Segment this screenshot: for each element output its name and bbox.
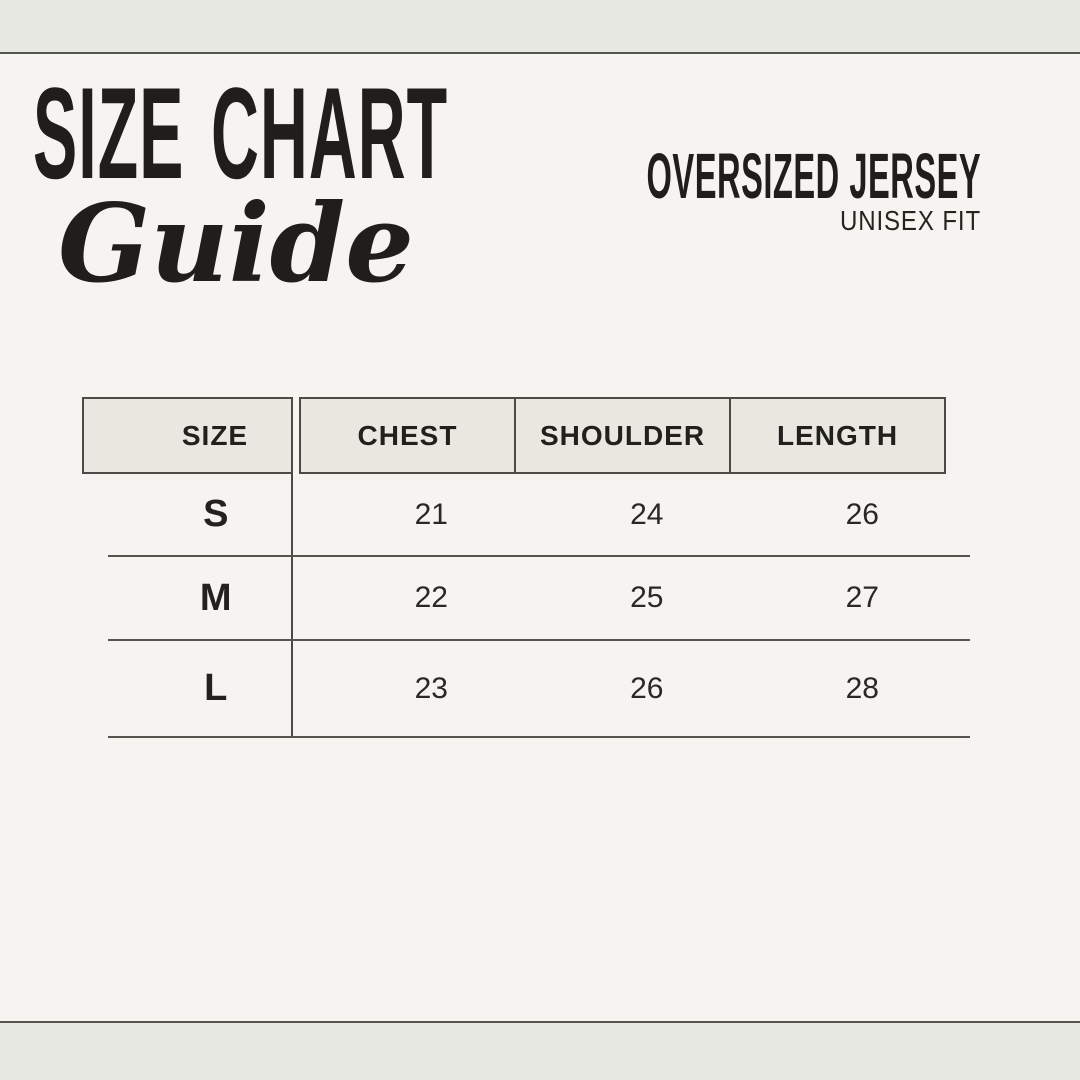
size-header-label: SIZE (181, 419, 249, 451)
length-value-s: 26 (845, 497, 879, 531)
chest-value-l: 23 (414, 671, 448, 705)
size-table-body (108, 474, 970, 738)
page-title: SIZE CHART (33, 60, 449, 206)
table-row-m (108, 557, 970, 641)
shoulder-value-m: 25 (630, 581, 664, 614)
size-value-s: S (203, 493, 229, 535)
fit-label: UNISEX FIT (839, 205, 981, 236)
length-value-l: 28 (845, 671, 879, 705)
table-header-shoulder: SHOULDER (514, 399, 729, 472)
table-header-length: LENGTH (729, 399, 944, 472)
length-value-m: 27 (845, 581, 879, 614)
shoulder-value-s: 24 (630, 497, 664, 531)
chest-value-s: 21 (414, 497, 448, 531)
shoulder-value-l: 26 (630, 671, 664, 705)
product-name: OVERSIZED JERSEY (646, 140, 981, 212)
table-row-s (108, 474, 970, 557)
table-row-l (108, 641, 970, 738)
size-value-m: M (199, 576, 232, 619)
table-header-measurements (299, 397, 946, 474)
script-subtitle: Guide (58, 181, 415, 307)
table-header-chest: CHEST (357, 419, 458, 451)
top-band (0, 0, 1080, 54)
bottom-band (0, 1021, 1080, 1080)
chest-value-m: 22 (414, 581, 448, 614)
table-header-size (82, 397, 293, 474)
size-value-l: L (204, 667, 228, 709)
